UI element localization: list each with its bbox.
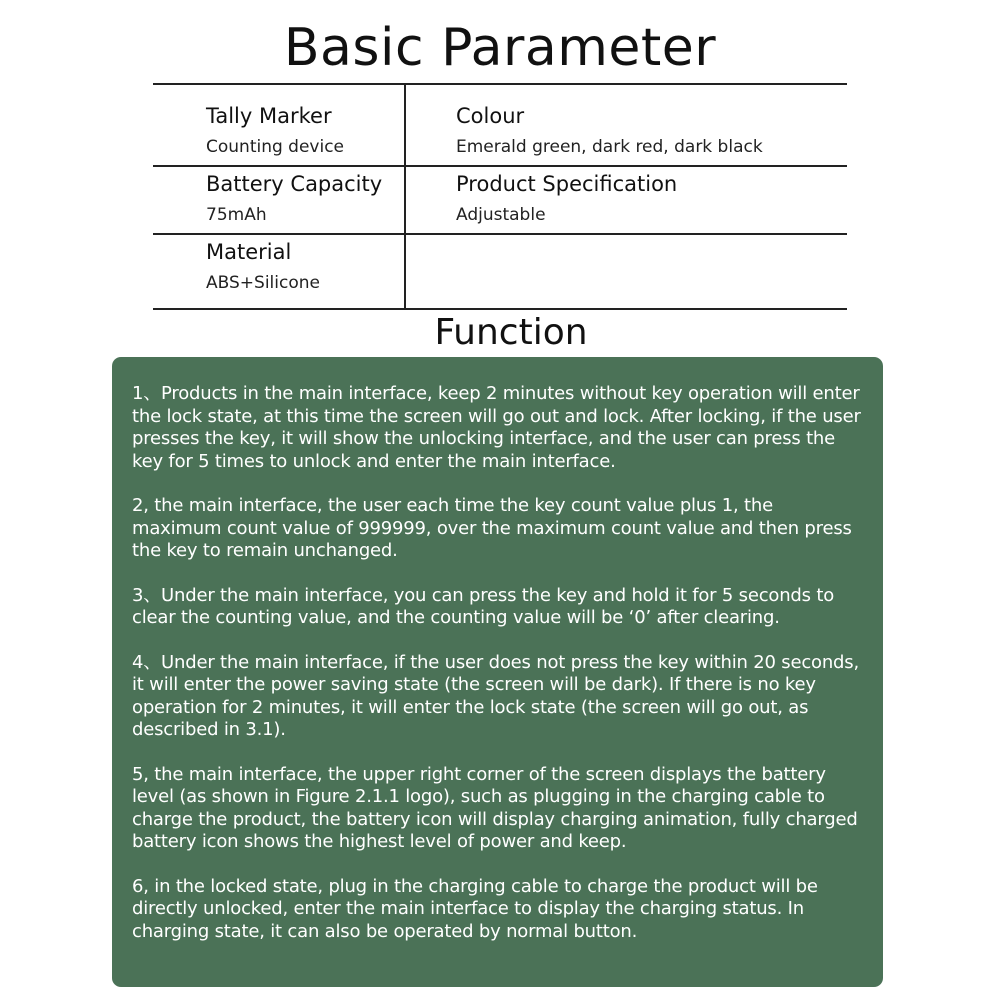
param-label: Battery Capacity — [206, 172, 383, 196]
param-cell-battery-capacity — [206, 170, 382, 226]
column-divider — [404, 85, 406, 308]
param-value: Emerald green, dark red, dark black — [456, 137, 763, 157]
param-cell-product-specification — [456, 170, 677, 226]
param-value: Counting device — [206, 137, 345, 157]
param-label: Product Specification — [456, 172, 678, 196]
param-value: ABS+Silicone — [206, 273, 320, 293]
param-value: Adjustable — [456, 205, 546, 225]
function-item: 3、Under the main interface, you can press the key and hold it for 5 seconds to clear the counting value, and the counting value will be ‘0’ after clearing. — [132, 584, 835, 628]
param-cell-colour — [456, 102, 763, 158]
section-title-function: Function — [434, 312, 588, 353]
function-item: 1、Products in the main interface, keep 2 minutes without key operation will enter the lock state, at this time the screen will go out and lock. After locking, if the user presses the key, it will show the unlocking interface, and the user can press the key for 5 times to unlock and enter the main interface. — [132, 383, 861, 472]
function-item: 5, the main interface, the upper right corner of the screen displays the battery level (as shown in Figure 2.1.1 logo), such as plugging in the charging cable to charge the product, the battery icon will display charging animation, fully charged battery icon shows the highest level of power and keep. — [132, 763, 858, 852]
row-divider — [153, 233, 847, 235]
param-cell-material — [206, 238, 320, 294]
param-value: 75mAh — [206, 205, 267, 225]
param-label: Tally Marker — [206, 104, 332, 128]
param-label: Material — [206, 240, 292, 264]
function-item: 2, the main interface, the user each time the key count value plus 1, the maximum count value of 999999, over the maximum count value and then press the key to remain unchanged. — [132, 495, 852, 561]
row-divider — [153, 165, 847, 167]
function-item: 4、Under the main interface, if the user does not press the key within 20 seconds, it will enter the power saving state (the screen will be dark). If there is no key operation for 2 minutes, it will enter the lock state (the screen will go out, as described in 3.1). — [132, 651, 859, 740]
parameter-table — [153, 83, 847, 310]
page-title: Basic Parameter — [283, 18, 717, 78]
function-item: 6, in the locked state, plug in the charging cable to charge the product will be directly unlocked, enter the main interface to display the charging status. In charging state, it can also be operated by normal button. — [132, 875, 818, 942]
function-panel — [112, 357, 883, 987]
param-cell-tally-marker — [206, 102, 344, 158]
param-label: Colour — [456, 104, 525, 128]
